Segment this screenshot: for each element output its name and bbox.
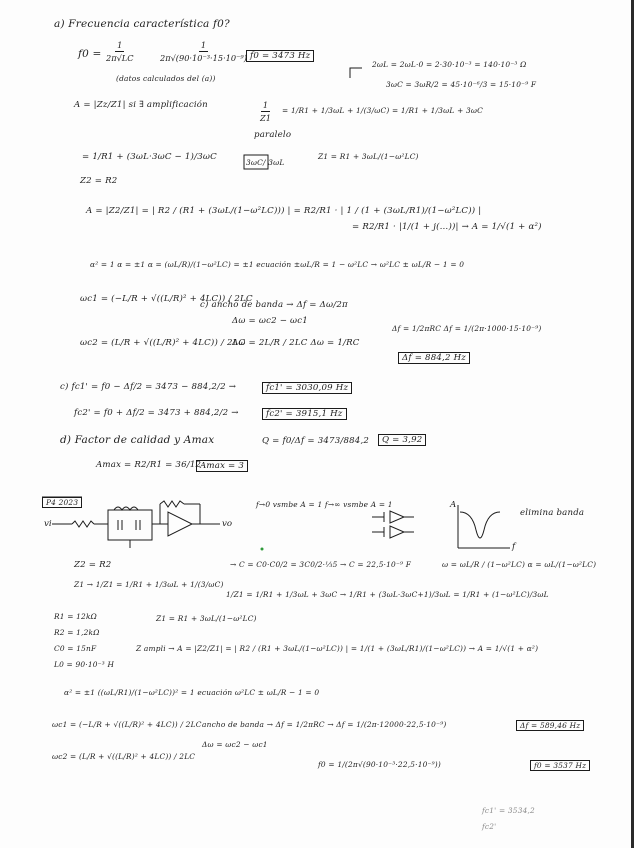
wc2-formula-2: ωc2 = (L/R + √((L/R)² + 4LC)) / 2LC bbox=[52, 752, 196, 761]
fc1-faint-note: fc1' = 3534,2 bbox=[482, 806, 535, 815]
z1-combined-2: 1/Z1 = 1/R1 + 1/3ωL + 3ωC → 1/R1 + (3ωL·3ωC+1)/3ωL = 1/R1 + (1−ω²LC)/3ωL bbox=[226, 590, 549, 599]
impedance-l-line: 2ωL = 2ωL·0 = 2·30·10⁻³ = 140·10⁻³ Ω bbox=[372, 60, 527, 69]
z-inverse-num: 1 bbox=[262, 100, 269, 110]
z1-expression: Z1 = R1 + 3ωL/(1−ω²LC) bbox=[318, 152, 419, 161]
mini-circuit-1 bbox=[372, 511, 414, 523]
arrow-mark bbox=[350, 68, 362, 78]
f0-substituted-fraction bbox=[158, 40, 249, 63]
delta-omega-def: Δω = ωc2 − ωc1 bbox=[232, 316, 308, 326]
data-note: (datos calculados del (a)) bbox=[116, 74, 216, 83]
f0-numerator: 1 bbox=[117, 40, 123, 50]
delta-f-formula: Δf = 1/2πRC Δf = 1/(2π·1000·15·10⁻⁹) bbox=[392, 324, 542, 333]
alpha-def-2: ω = ωL/R / (1−ω²LC) α = ωL/(1−ω²LC) bbox=[442, 560, 597, 569]
parallel-expression: = 1/R1 + (3ωL·3ωC − 1)/3ωC bbox=[82, 152, 217, 162]
given-r2: R2 = 1,2kΩ bbox=[54, 628, 100, 637]
q-calculation: Q = f0/Δf = 3473/884,2 bbox=[262, 436, 370, 446]
result-delta-f-2: Δf = 589,46 Hz bbox=[516, 720, 584, 731]
given-l0: L0 = 90·10⁻³ H bbox=[54, 660, 115, 669]
impedance-c-line: 3ωC = 3ωR/2 = 45·10⁻⁶/3 = 15·10⁻⁹ F bbox=[386, 80, 537, 89]
heading-part-d: d) Factor de calidad y Amax bbox=[60, 434, 215, 446]
f0-formula-2: f0 = 1/(2π√(90·10⁻³·22,5·10⁻⁹)) bbox=[318, 760, 441, 769]
bandwidth-calc-2: ancho de banda → Δf = 1/2πRC → Δf = 1/(2π·12000·22,5·10⁻⁹) bbox=[202, 720, 447, 729]
wc1-formula-2: ωc1 = (−L/R + √((L/R)² + 4LC)) / 2LC bbox=[52, 720, 202, 729]
f0-denominator: 2π√LC bbox=[106, 53, 134, 63]
band-stop-label: elimina banda bbox=[520, 508, 585, 518]
vi-label: vi bbox=[44, 519, 52, 529]
amax-calculation: Amax = R2/R1 = 36/12 bbox=[96, 460, 202, 470]
result-delta-f: Δf = 884,2 Hz bbox=[398, 352, 470, 364]
delta-omega-simplified: Δω = 2L/R / 2LC Δω = 1/RC bbox=[232, 338, 360, 348]
delta-omega-def-2: Δω = ωc2 − ωc1 bbox=[202, 740, 268, 749]
wc1-formula: ωc1 = (−L/R + √((L/R)² + 4LC)) / 2LC bbox=[80, 294, 253, 304]
band-stop-graph bbox=[458, 505, 510, 548]
f0-symbol: f0 = bbox=[78, 48, 102, 60]
result-amax: Amax = 3 bbox=[196, 460, 248, 472]
result-f0-2: f0 = 3537 Hz bbox=[530, 760, 590, 771]
f0b-denominator: 2π√(90·10⁻³·15·10⁻⁹) bbox=[160, 53, 247, 63]
z2-definition-2: Z2 = R2 bbox=[74, 560, 112, 570]
parallel-sum-note: = 1/R1 + 1/3ωL + 1/(3/ωC) = 1/R1 + 1/3ωL + 3ωC bbox=[282, 106, 483, 115]
z2-definition: Z2 = R2 bbox=[80, 176, 118, 186]
fc2-calculation: fc2' = f0 + Δf/2 = 3473 + 884,2/2 → bbox=[74, 408, 239, 418]
alpha-equation: α² = 1 α = ±1 α = (ωL/R)/(1−ω²LC) = ±1 ecuación ±ωL/R = 1 − ω²LC → ω²LC ± ωL/R − 1 = 0 bbox=[90, 260, 465, 269]
alpha-equation-2: α² = ±1 ((ωL/R1)/(1−ω²LC))² = 1 ecuación ω²LC ± ωL/R − 1 = 0 bbox=[64, 688, 320, 697]
graph-a-axis-label: A bbox=[450, 500, 457, 510]
gain-expansion-2: Z ampli → A = |Z2/Z1| = | R2 / (R1 + 3ωL/(1−ω²LC)) | = 1/(1 + (3ωL/R1)/(1−ω²LC)) → A = 1/√(1 + α²) bbox=[136, 644, 539, 653]
exam-label: P4 2023 bbox=[42, 497, 82, 508]
z1-parallel-2: Z1 → 1/Z1 = 1/R1 + 1/3ωL + 1/(3/ωC) bbox=[74, 580, 224, 589]
result-q: Q = 3,92 bbox=[378, 434, 426, 446]
gain-expansion: A = |Z2/Z1| = | R2 / (R1 + (3ωL/(1−ω²LC))) | = R2/R1 · | 1 / (1 + (3ωL/R1)/(1−ω²LC)) | bbox=[86, 206, 482, 216]
graph-f-axis-label: f bbox=[512, 542, 516, 552]
parallel-label: paralelo bbox=[254, 130, 292, 140]
wc2-formula: ωc2 = (L/R + √((L/R)² + 4LC)) / 2LC bbox=[80, 338, 246, 348]
limit-behaviour-1: f→0 vsmbe A = 1 f→∞ vsmbe A = 1 bbox=[256, 500, 393, 509]
gain-definition: A = |Zz/Z1| si ∃ amplificación bbox=[74, 100, 208, 110]
gain-normalized: = R2/R1 · |1/(1 + j(…))| → A = 1/√(1 + α²) bbox=[352, 222, 542, 232]
capacitance-calc: → C = C0·C0/2 = 3C0/2·⅓5 → C = 22,5·10⁻⁹ F bbox=[230, 560, 412, 569]
fc1-calculation: c) fc1' = f0 − Δf/2 = 3473 − 884,2/2 → bbox=[60, 382, 237, 392]
heading-part-a: a) Frecuencia característica f0? bbox=[54, 18, 230, 30]
bandwidth-heading: c) ancho de banda → Δf = Δω/2π bbox=[200, 300, 348, 310]
mini-circuit-2 bbox=[372, 526, 414, 538]
result-f0: f0 = 3473 Hz bbox=[246, 50, 314, 62]
f0-fraction bbox=[104, 40, 136, 63]
result-fc2: fc2' = 3915,1 Hz bbox=[262, 408, 347, 420]
circuit-diagram-1 bbox=[52, 501, 220, 548]
z-inverse-den: Z1 bbox=[260, 113, 271, 123]
z1-result-2: Z1 = R1 + 3ωL/(1−ω²LC) bbox=[156, 614, 257, 623]
result-fc1: fc1' = 3030,09 Hz bbox=[262, 382, 352, 394]
jwc-boxed-note: 3ωC/ 3ωL bbox=[246, 158, 285, 167]
given-c0: C0 = 15nF bbox=[54, 644, 97, 653]
fc2-faint-note: fc2' bbox=[482, 822, 497, 831]
vo-label: vo bbox=[222, 519, 233, 529]
f0b-numerator: 1 bbox=[200, 40, 207, 50]
z-inverse-fraction bbox=[258, 100, 273, 123]
given-r1: R1 = 12kΩ bbox=[54, 612, 97, 621]
